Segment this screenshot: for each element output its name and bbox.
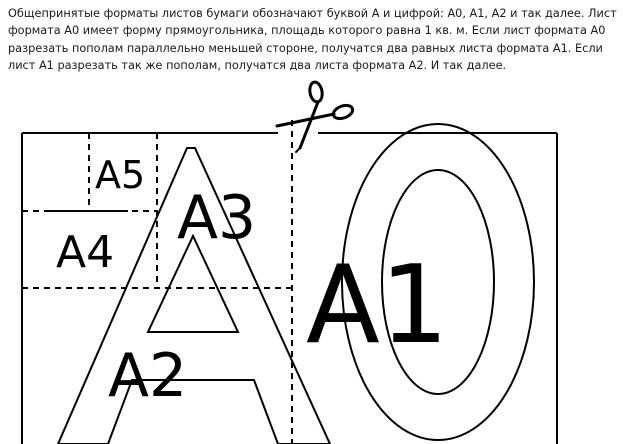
scissors-icon: [277, 81, 354, 152]
label-a4: А4: [56, 227, 115, 278]
label-a1: А1: [306, 243, 449, 368]
problem-description: Общепринятые форматы листов бумаги обозначают буквой А и цифрой: А0, А1, А2 и так далее. Лист формата А0 имеет форму прямоугольника, площадь которого равна 1 кв. м. Если лист формата А0 разрезать пополам параллельно меньшей стороне, получатся два равных листа формата А1. Если лист А1 разрезать так же пополам, получатся два листа формата А2. И так далее.: [8, 7, 617, 73]
label-a5: А5: [95, 153, 146, 197]
label-a3: А3: [177, 183, 257, 253]
label-a2: А2: [108, 341, 188, 411]
